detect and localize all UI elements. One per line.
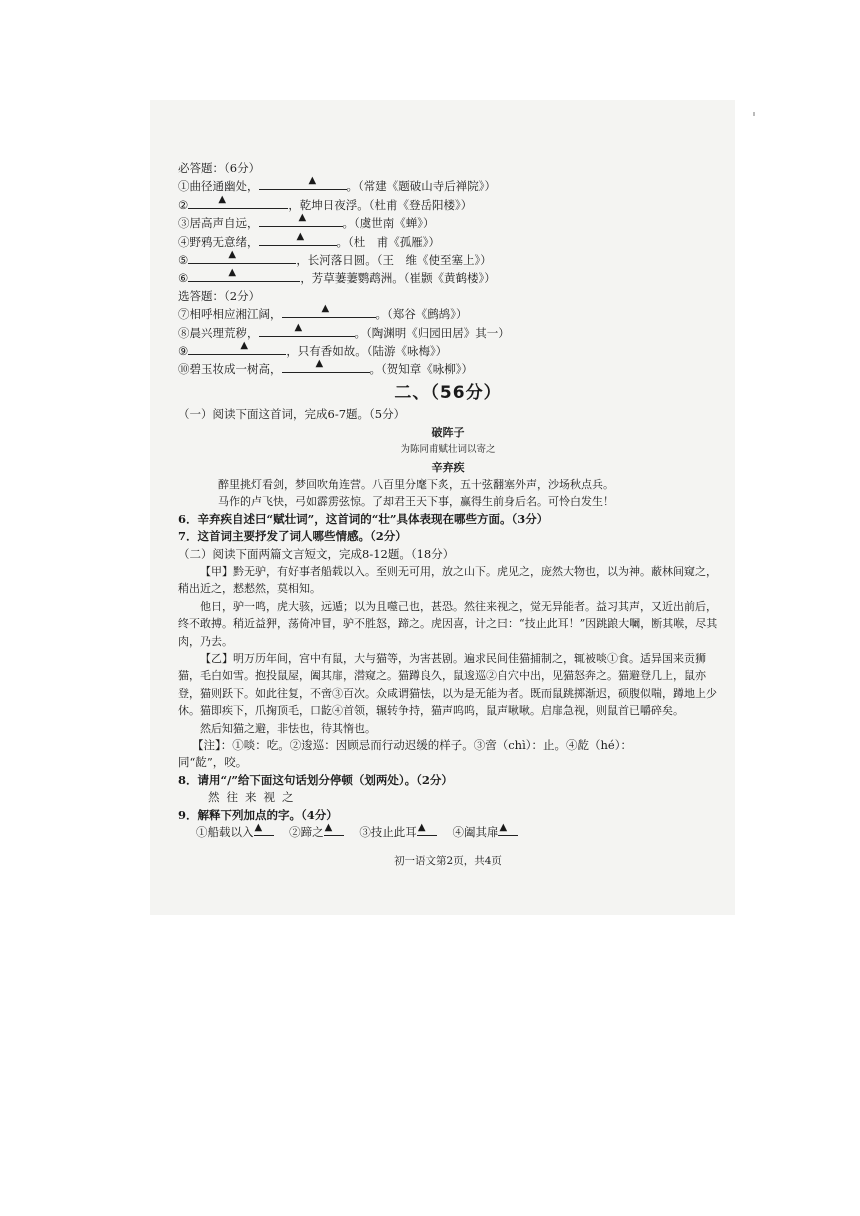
answer-blank[interactable]: [188, 251, 296, 264]
poem-author: 辛弃疾: [431, 460, 465, 474]
blank-marker: ▲: [240, 340, 249, 352]
part2-intro: （二）阅读下面两篇文言短文，完成8-12题。（18分）: [178, 546, 455, 561]
poem-title: 破阵子: [431, 425, 465, 439]
blank-marker: ▲: [499, 822, 508, 834]
fill-item-prefix: ⑦相呼相应湘江阔，: [178, 307, 282, 322]
blank-marker: ▲: [308, 175, 317, 187]
question-9-items: [178, 824, 718, 841]
section-2-title: 二、（56分）: [394, 382, 502, 403]
answer-blank[interactable]: [188, 342, 286, 355]
blank-marker: ▲: [228, 267, 237, 279]
blank-marker: ▲: [324, 822, 333, 834]
fill-item-7: [178, 305, 718, 323]
fill-item-3: [178, 214, 718, 232]
exam-page: [178, 160, 718, 871]
fill-item-1: [178, 177, 718, 195]
answer-blank[interactable]: [259, 321, 355, 337]
poem-line-1: 醉里挑灯看剑，梦回吹角连营。八百里分麾下炙，五十弦翻塞外声，沙场秋点兵。: [218, 477, 614, 491]
blank-marker: ▲: [296, 230, 305, 242]
page-footer: 初一语文第2页，共4页: [394, 855, 502, 868]
answer-blank[interactable]: [282, 360, 370, 373]
blank-marker: ▲: [417, 822, 426, 834]
fill-item-suffix: 。（杜 甫《孤雁》）: [336, 234, 440, 249]
fill-item-suffix: ，长河落日圆。（王 维《使至塞上》）: [296, 253, 492, 268]
fill-item-8: [178, 321, 718, 342]
fill-item-prefix: ④野鸦无意绪，: [178, 234, 259, 249]
passage-jia-para-2: 他日，驴一鸣，虎大骇，远遁；以为且噬己也，甚恐。然往来视之，觉无异能者。益习其声，又近出前后，终不敢搏。稍近益狎，荡倚冲冒，驴不胜怒，蹄之。虎因喜，计之曰：“技止此耳！”因跳踉大㘎，断其喉，尽其肉，乃去。: [178, 599, 718, 648]
fill-item-6: [178, 269, 718, 287]
scan-speck: [753, 112, 755, 116]
blank-marker: ▲: [254, 822, 263, 834]
vocab-item: ①船载以入 ▲: [196, 825, 274, 839]
blank-marker: ▲: [315, 358, 324, 370]
fill-item-prefix: ⑨: [178, 344, 189, 359]
fill-item-9: [178, 342, 718, 360]
question-9: 9．解释下列加点的字。（4分）: [178, 807, 338, 822]
answer-blank[interactable]: [282, 305, 376, 318]
blank-marker: ▲: [298, 212, 307, 224]
vocab-item: ②蹄之 ▲: [289, 825, 344, 839]
blank-marker: ▲: [228, 249, 237, 261]
answer-blank[interactable]: [259, 214, 343, 227]
fill-item-prefix: ⑩碧玉妆成一树高，: [178, 362, 282, 377]
blank-marker: ▲: [294, 321, 303, 333]
fill-item-10: [178, 360, 718, 378]
passage-jia-para-1: 【甲】黔无驴，有好事者船载以入。至则无可用，放之山下。虎见之，庞然大物也，以为神。蔽林间窥之，稍出近之，慭慭然，莫相知。: [178, 564, 717, 596]
question-6: 6．辛弃疾自述曰“赋壮词”，这首词的“壮”具体表现在哪些方面。（3分）: [178, 511, 549, 526]
blank-marker: ▲: [218, 193, 227, 205]
question-8-sentence: 然往来视之: [208, 790, 301, 805]
fill-item-suffix: 。（贺知章《咏柳》）: [369, 362, 473, 377]
fill-item-prefix: ①曲径通幽处，: [178, 179, 259, 194]
fill-item-suffix: 。（常建《题破山寺后禅院》）: [346, 179, 496, 194]
answer-blank[interactable]: [259, 177, 347, 190]
fill-item-suffix: ，芳草萋萋鹦鹉洲。（崔颢《黄鹤楼》）: [300, 271, 496, 286]
passage-yi-para-2: 然后知猫之避，非怯也，待其惰也。: [200, 721, 376, 735]
fill-item-prefix: ③居高声自远，: [178, 216, 259, 231]
blank-marker: ▲: [321, 303, 330, 315]
answer-blank[interactable]: [188, 193, 288, 209]
answer-blank[interactable]: [324, 824, 344, 836]
answer-blank[interactable]: [254, 824, 274, 836]
vocab-item: ③技止此耳 ▲: [359, 825, 437, 839]
answer-blank[interactable]: [417, 824, 437, 836]
poem-line-2: 马作的卢飞快，弓如霹雳弦惊。了却君王天下事，赢得生前身后名。可怜白发生！: [218, 495, 614, 509]
fill-item-prefix: ⑧晨兴理荒秽，: [178, 325, 259, 340]
question-7: 7．这首词主要抒发了词人哪些情感。（2分）: [178, 529, 407, 544]
answer-blank[interactable]: [259, 230, 337, 246]
annotation-note: 【注】：①啖：吃。②逡巡：因顾忌而行动迟缓的样子。③啻（chì）：止。④龁（hé）：: [192, 738, 632, 752]
fill-item-2: [178, 193, 718, 214]
fill-item-suffix: ，乾坤日夜浮。（杜甫《登岳阳楼》）: [288, 197, 473, 212]
passage-yi-para-1: 【乙】明万历年间，宫中有鼠，大与猫等，为害甚剧。遍求民间佳猫捕制之，辄被啖①食。适异国来贡狮猫，毛白如雪。抱投鼠屋，阖其扉，潜窥之。猫蹲良久，鼠逡巡②自穴中出，见猫怒奔之。猫避登几上，鼠亦登，猫则跃下。如此往复，不啻③百次。众咸谓猫怯，以为是无能为者。既而鼠跳掷渐迟，硕腹似喘，蹲地上少休。猫即疾下，爪掬顶毛，口龁④首领，辗转争持，猫声呜呜，鼠声啾啾。启扉急视，则鼠首已嚼碎矣。: [178, 651, 717, 718]
fill-item-5: [178, 251, 718, 269]
question-8: 8．请用“/”给下面这句话划分停顿（划两处）。（2分）: [178, 772, 453, 787]
fill-item-4: [178, 230, 718, 251]
answer-blank[interactable]: [188, 269, 300, 282]
answer-blank[interactable]: [498, 824, 518, 836]
part1-intro: （一）阅读下面这首词，完成6-7题。（5分）: [178, 407, 406, 422]
fill-item-suffix: 。（郑谷《鹧鸪》）: [375, 307, 468, 322]
poem-subtitle: 为陈同甫赋壮词以寄之: [400, 444, 496, 456]
required-heading: 必答题：（6分）: [178, 161, 261, 175]
fill-item-suffix: 。（陶渊明《归园田居》其一）: [354, 325, 510, 340]
fill-item-suffix: 。（虞世南《蝉》）: [342, 216, 435, 231]
fill-item-prefix: ②: [178, 197, 189, 212]
fill-item-prefix: ⑤: [178, 253, 189, 268]
fill-item-suffix: ，只有香如故。（陆游《咏梅》）: [286, 344, 448, 359]
annotation-note-cont: 同“龁”，咬。: [178, 755, 248, 770]
optional-heading: 选答题：（2分）: [178, 288, 261, 303]
fill-item-prefix: ⑥: [178, 271, 189, 286]
vocab-item: ④阖其扉 ▲: [452, 825, 518, 839]
